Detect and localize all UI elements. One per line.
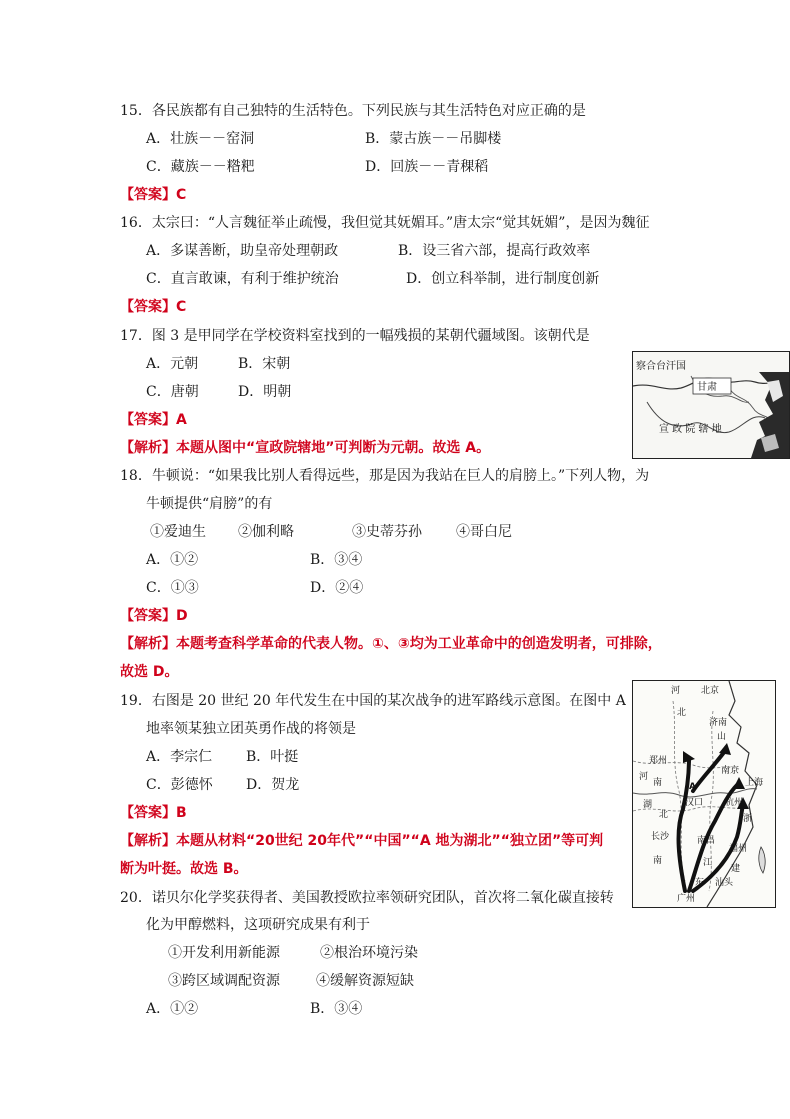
q19-option-c: C．彭德怀 bbox=[146, 777, 213, 793]
q18-option-d: D．②④ bbox=[310, 580, 364, 596]
q16-option-d: D．创立科举制，进行制度创新 bbox=[406, 271, 600, 287]
map-label-khanate: 察合台汗国 bbox=[636, 361, 686, 372]
map-label-gansu: 甘肃 bbox=[697, 382, 717, 393]
map19-label-guang: 东 bbox=[695, 878, 705, 888]
q17-option-b: B．宋朝 bbox=[238, 356, 291, 372]
q18-item-3: ③史蒂芬孙 bbox=[352, 524, 422, 540]
map19-label-shanghai: 上海 bbox=[745, 778, 764, 788]
q18-stem-line1: 18．牛顿说：“如果我比别人看得远些，那是因为我站在巨人的肩膀上。”下列人物，为 bbox=[120, 468, 650, 484]
map19-label-a: A bbox=[689, 782, 696, 792]
q15-answer: 【答案】C bbox=[120, 187, 187, 203]
map19-label-nanjing: 南京 bbox=[721, 766, 740, 776]
northern-expedition-map bbox=[632, 680, 776, 908]
q20-item-3: ③跨区域调配资源 bbox=[168, 973, 280, 989]
q19-option-d: D．贺龙 bbox=[246, 777, 300, 793]
q18-answer: 【答案】D bbox=[120, 608, 188, 624]
q19-answer: 【答案】B bbox=[120, 805, 187, 821]
q20-item-4: ④缓解资源短缺 bbox=[316, 973, 414, 989]
yuan-territory-map bbox=[632, 351, 790, 459]
q20-stem-line1: 20．诺贝尔化学奖获得者、美国教授欧拉率领研究团队，首次将二氧化碳直接转 bbox=[120, 890, 614, 906]
map19-label-beijing: 北京 bbox=[701, 686, 720, 696]
q17-answer: 【答案】A bbox=[120, 412, 187, 428]
q19-analysis-line2: 断为叶挺。故选 B。 bbox=[120, 861, 248, 877]
map19-label-jinan: 济南 bbox=[709, 718, 728, 728]
q18-option-b: B．③④ bbox=[310, 552, 363, 568]
q15-option-b: B．蒙古族－－吊脚楼 bbox=[365, 131, 502, 147]
map19-label-henan-he: 河 bbox=[639, 772, 649, 782]
q16-option-b: B．设三省六部，提高行政效率 bbox=[398, 243, 591, 259]
q17-option-d: D．明朝 bbox=[238, 384, 292, 400]
q20-option-a: A．①② bbox=[146, 1001, 199, 1017]
q16-option-c: C．直言敢谏，有利于维护统治 bbox=[146, 271, 339, 287]
map19-label-he: 河 bbox=[671, 686, 681, 696]
map19-label-shan: 山 bbox=[717, 732, 727, 742]
map19-label-shantou: 汕头 bbox=[715, 878, 734, 888]
q18-analysis-line1: 【解析】本题考查科学革命的代表人物。①、③均为工业革命中的创造发明者，可排除， bbox=[120, 636, 662, 652]
q18-option-c: C．①③ bbox=[146, 580, 199, 596]
map19-label-hankou: 汉口 bbox=[685, 798, 704, 808]
q20-stem-line2: 化为甲醇燃料，这项研究成果有利于 bbox=[146, 917, 370, 933]
map19-label-bei: 北 bbox=[677, 708, 687, 718]
q18-option-a: A．①② bbox=[146, 552, 199, 568]
q19-option-a: A．李宗仁 bbox=[146, 749, 213, 765]
map19-label-zhe: 浙 bbox=[743, 814, 753, 824]
q15-option-d: D．回族－－青稞稻 bbox=[365, 159, 489, 175]
q18-item-1: ①爱迪生 bbox=[150, 524, 206, 540]
q15-option-c: C．藏族－－糌粑 bbox=[146, 159, 255, 175]
map19-label-jian: 建 bbox=[731, 864, 741, 874]
q20-item-1: ①开发利用新能源 bbox=[168, 945, 280, 961]
q19-option-b: B．叶挺 bbox=[246, 749, 299, 765]
q19-stem-line2: 地率领某独立团英勇作战的将领是 bbox=[146, 721, 356, 737]
q19-analysis-line1: 【解析】本题从材料“20世纪 20年代”“中国”“A 地为湖北”“独立团”等可判 bbox=[120, 833, 604, 849]
map19-label-hubei-bei: 北 bbox=[659, 810, 669, 820]
q18-stem-line2: 牛顿提供“肩膀”的有 bbox=[146, 496, 273, 512]
map19-label-hunan-nan: 南 bbox=[653, 856, 663, 866]
map19-label-zhengzhou: 郑州 bbox=[649, 756, 668, 766]
q17-analysis: 【解析】本题从图中“宣政院辖地”可判断为元朝。故选 A。 bbox=[120, 440, 491, 456]
map-label-xuanzheng: 宣 政 院 辖 地 bbox=[659, 424, 722, 435]
q18-item-4: ④哥白尼 bbox=[456, 524, 512, 540]
map19-label-fuzhou: 福州 bbox=[729, 844, 748, 854]
map19-label-nanchang: 南昌 bbox=[697, 836, 716, 846]
map19-label-henan-nan: 南 bbox=[653, 778, 663, 788]
map19-label-jiang: 江 bbox=[703, 858, 713, 868]
map19-label-hangzhou: 杭州 bbox=[725, 798, 744, 808]
q16-answer: 【答案】C bbox=[120, 299, 187, 315]
map19-label-changsha: 长沙 bbox=[651, 832, 670, 842]
q15-stem: 15．各民族都有自己独特的生活特色。下列民族与其生活特色对应正确的是 bbox=[120, 103, 586, 119]
q20-item-2: ②根治环境污染 bbox=[320, 945, 418, 961]
q19-stem-line1: 19．右图是 20 世纪 20 年代发生在中国的某次战争的进军路线示意图。在图中 A bbox=[120, 693, 626, 709]
q18-item-2: ②伽利略 bbox=[238, 524, 294, 540]
map19-label-hubei-hu: 湖 bbox=[643, 800, 653, 810]
q17-option-c: C．唐朝 bbox=[146, 384, 199, 400]
q17-option-a: A．元朝 bbox=[146, 356, 199, 372]
q16-option-a: A．多谋善断，助皇帝处理朝政 bbox=[146, 243, 339, 259]
q18-analysis-line2: 故选 D。 bbox=[120, 664, 179, 680]
map19-label-guangzhou: 广州 bbox=[677, 894, 696, 904]
q17-stem: 17．图 3 是甲同学在学校资料室找到的一幅残损的某朝代疆域图。该朝代是 bbox=[120, 328, 590, 344]
q20-option-b: B．③④ bbox=[310, 1001, 363, 1017]
q15-option-a: A．壮族－－窑洞 bbox=[146, 131, 255, 147]
q16-stem: 16．太宗曰：“人言魏征举止疏慢，我但觉其妩媚耳。”唐太宗“觉其妩媚”，是因为魏征 bbox=[120, 215, 650, 231]
